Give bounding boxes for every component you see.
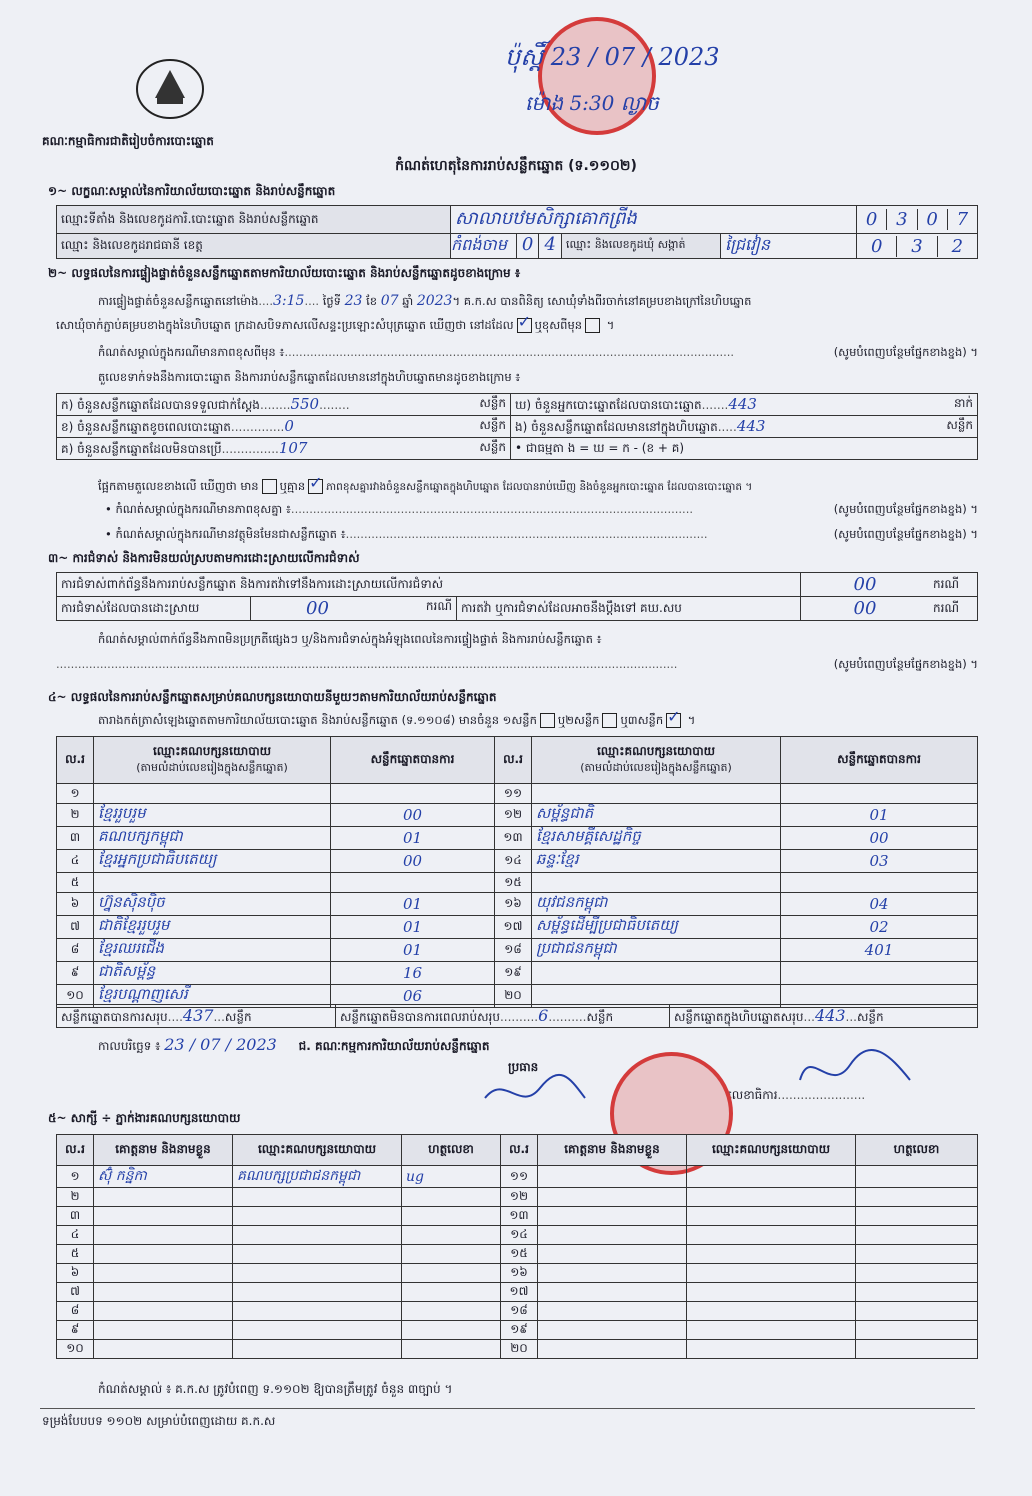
witness-name [94, 1283, 233, 1302]
party-votes: 01 [331, 939, 495, 962]
party-name: ជាតិសម្ព័ន្ធ [94, 962, 331, 985]
row-number: ១១ [501, 1166, 538, 1188]
witness-signature [856, 1207, 978, 1226]
party-name: ខ្មែរបណ្តាញសេរី [94, 985, 331, 1008]
party-name [532, 962, 781, 985]
bullet-non-ballot: • កំណត់សម្គាល់ក្នុងករណីមានវត្ថុមិនមែនជាសន្លឹកឆ្នោត ៖................................................................................................... (សូមបំពេញបន្ថែមផ្នែកខាងខ្នង) ។ [105, 527, 978, 541]
commune-label: ឈ្មោះ និងលេខកូដឃុំ សង្កាត់ [562, 234, 721, 259]
irregularities-fill: .......................................................................................................................................................................... (សូមបំពេញបន្ថែមផ្នែកខាងខ្នង) ។ [56, 657, 978, 671]
witness-party [233, 1245, 402, 1264]
sheets-3-checkbox[interactable] [666, 713, 681, 728]
witness-signature [856, 1321, 978, 1340]
witness-signature [856, 1340, 978, 1359]
section1-heading: ១~ លក្ខណៈសម្គាល់នៃការិយាល័យបោះឆ្នោត និងរាប់សន្លឹកឆ្នោត [48, 184, 336, 198]
party-name: យុវជនកម្ពុជា [532, 893, 781, 916]
row-number: ១៦ [495, 893, 532, 916]
row-number: ១៧ [495, 916, 532, 939]
row-number: ១១ [495, 784, 532, 804]
party-votes [781, 962, 978, 985]
section1-table: ឈ្មោះទីតាំង និងលេខកូដការិ.បោះឆ្នោត និងរាប់សន្លឹកឆ្នោត សាលាបឋមសិក្សាគោកព្រីង 0 3 0 7 ឈ្មោះ និងលេខកូដរាជធានី ខេត្ត កំពង់ចាម 0 4 ឈ្មោះ និងលេខកូដឃុំ សង្កាត់ ជ្រៃវៀន 0 3 2 [56, 205, 978, 259]
row-number: ៩ [57, 1321, 94, 1340]
table-row [57, 939, 978, 962]
changed-checkbox[interactable] [585, 318, 600, 333]
row-number: ១៧ [501, 1283, 538, 1302]
section4-heading: ៤~ លទ្ធផលនៃការរាប់សន្លឹកឆ្នោតសម្រាប់គណបក្សនយោបាយនីមួយៗតាមការិយាល័យរាប់សន្លឹកឆ្នោត [48, 690, 497, 704]
party-votes: 03 [781, 850, 978, 873]
party-votes: 00 [331, 804, 495, 827]
row-number: ១៨ [495, 939, 532, 962]
form-footer: ទម្រង់បែបបទ ១១០២ សម្រាប់បំពេញដោយ គ.ក.ស [42, 1414, 276, 1428]
party-name [532, 873, 781, 893]
row-number: ៧ [57, 916, 94, 939]
row-number: ៦ [57, 893, 94, 916]
row-number: ១៤ [495, 850, 532, 873]
receipt-stamp: ប៉ុស្តិ៍ 23 / 07 / 2023 ម៉ោង 5:30 ល្ងាច [500, 5, 790, 130]
witness-name [94, 1245, 233, 1264]
witness-name [94, 1226, 233, 1245]
party-votes: 00 [331, 850, 495, 873]
irregularities-note: កំណត់សម្គាល់ពាក់ព័ន្ធនឹងភាពមិនប្រក្រតីផ្សេងៗ ឬ/និងការជំទាស់ក្នុងអំឡុងពេលនៃការផ្ទៀងផ្ទាត់ និងការរាប់សន្លឹកឆ្នោត ៖ [98, 632, 602, 646]
row-number: ១២ [501, 1188, 538, 1207]
province-value: កំពង់ចាម [451, 235, 507, 254]
footnote: កំណត់សម្គាល់ ៖ គ.ក.ស ត្រូវបំពេញ ទ.១១០២ ឱ្យបានត្រឹមត្រូវ ចំនួន ៣ច្បាប់ ។ [98, 1382, 453, 1396]
row-number: ១៤ [501, 1226, 538, 1245]
total-invalid-value: 6 [538, 1005, 549, 1025]
nec-logo [135, 58, 205, 120]
witness-signature [856, 1226, 978, 1245]
party-name: ខ្មែរអ្នកប្រជាធិបតេយ្យ [94, 850, 331, 873]
section5-heading: ៥~ សាក្សី ÷ ភ្នាក់ងារគណបក្សនយោបាយ [48, 1111, 241, 1125]
has-difference-checkbox[interactable] [262, 479, 277, 494]
row-number: ១ [57, 1166, 94, 1188]
party-name: ខ្មែរឈរជើង [94, 939, 331, 962]
witness-name [94, 1207, 233, 1226]
row-number: ៣ [57, 1207, 94, 1226]
witness-signature [856, 1264, 978, 1283]
row-number: ១៩ [501, 1321, 538, 1340]
location-label: ឈ្មោះទីតាំង និងលេខកូដការិ.បោះឆ្នោត និងរាប់សន្លឹកឆ្នោត [57, 206, 451, 234]
row-number: ៧ [57, 1283, 94, 1302]
table-row [57, 1188, 978, 1207]
commune-value: ជ្រៃវៀន [721, 234, 857, 259]
count-row-1: ក) ចំនួនសន្លឹកឆ្នោតដែលបានទទួលជាក់ស្តែង........550........ សន្លឹក ឃ) ចំនួនអ្នកបោះឆ្នោតដែលបានបោះឆ្នោត.......443 នាក់ [57, 394, 978, 416]
party-name: គណបក្សកម្ពុជា [94, 827, 331, 850]
row-number: ២០ [495, 985, 532, 1008]
objections-table: ការជំទាស់ពាក់ព័ន្ធនឹងការរាប់សន្លឹកឆ្នោត និងការតវ៉ាទៅនឹងការដោះស្រាយលើការជំទាស់ 00 ករណី ការជំទាស់ដែលបានដោះស្រាយ 00 ករណី ការតវ៉ា ឬការជំទាស់ដែលអាចនឹងប្តឹងទៅ គឃ.សប 00 ករណី [56, 572, 978, 621]
table-row [57, 827, 978, 850]
witness-signature [856, 1302, 978, 1321]
objections-value: 00 [801, 573, 930, 597]
province-label: ឈ្មោះ និងលេខកូដរាជធានី ខេត្ត [57, 234, 451, 259]
witness-name [538, 1207, 687, 1226]
row-number: ១៨ [501, 1302, 538, 1321]
witness-name [94, 1264, 233, 1283]
witness-name: ស៊ុំ កន្និកា [94, 1166, 233, 1188]
total-box-value: 443 [814, 1005, 846, 1025]
witness-name [538, 1340, 687, 1359]
party-votes [781, 873, 978, 893]
party-name [94, 873, 331, 893]
witness-name [538, 1283, 687, 1302]
party-votes [331, 784, 495, 804]
witness-name [538, 1188, 687, 1207]
witness-name [94, 1188, 233, 1207]
party-votes: 401 [781, 939, 978, 962]
witness-party [687, 1226, 856, 1245]
row-number: ១៣ [495, 827, 532, 850]
party-name: ឆន្ទៈខ្មែរ [532, 850, 781, 873]
table-row [57, 1226, 978, 1245]
count-row-2: ខ) ចំនួនសន្លឹកឆ្នោតខូចពេលបោះឆ្នោត..............0 សន្លឹក ង) ចំនួនសន្លឹកឆ្នោតដែលមាននៅក្នុងហិបឆ្នោត.....443 សន្លឹក [57, 416, 978, 438]
verification-time-line: ការផ្ទៀងផ្ទាត់ចំនួនសន្លឹកឆ្នោតនៅម៉ោង....3:15.... ថ្ងៃទី 23 ខែ 07 ឆ្នាំ 2023។ គ.ក.ស បានពិនិត្យ សោឃុំទាំងពីរចាក់នៅគម្របខាងក្រៅនៃហិបឆ្នោត [98, 293, 752, 309]
difference-line: ផ្អែកតាមតួលេខខាងលើ ឃើញថា មាន ឬគ្មាន✓ ភាពខុសគ្នារវាងចំនួនសន្លឹកឆ្នោតក្នុងហិបឆ្នោត ដែលបានរាប់ឃើញ និងចំនួនអ្នកបោះឆ្នោត ដែលបានបោះឆ្នោត ។ [98, 479, 752, 494]
party-votes: 06 [331, 985, 495, 1008]
row-number: ៤ [57, 850, 94, 873]
diff-note-line: កំណត់សម្គាល់ក្នុងករណីមានភាពខុសពីមុន ៖........................................................................................................................... (សូមបំពេញបន្ថែមផ្នែកខាងខ្នង) ។ [98, 345, 978, 359]
totals-table: សន្លឹកឆ្នោតបានការសរុប....437...សន្លឹក សន្លឹកឆ្នោតមិនបានការពេលរាប់សរុប..........6..........សន្លឹក សន្លឹកឆ្នោតក្នុងហិបឆ្នោតសរុប...443...សន្លឹក [56, 1004, 978, 1028]
table-row [57, 1321, 978, 1340]
location-value: សាលាបឋមសិក្សាគោកព្រីង [451, 206, 857, 234]
witness-party [687, 1166, 856, 1188]
witness-party [233, 1321, 402, 1340]
row-number: ៥ [57, 873, 94, 893]
seal-check-line: សោឃុំចាក់ភ្ជាប់គម្របខាងក្នុងនៃហិបឆ្នោត ក្រដាសបិទភាសលើសន្ទះប្រឡោះសំបុត្រឆ្នោត ឃើញថា នៅដដែល✓ ឬខុសពីមុន ។ [56, 318, 614, 333]
date-value: 23 / 07 / 2023 [164, 1035, 277, 1054]
party-name: ខ្មែរសាមគ្គីសេដ្ឋកិច្ច [532, 827, 781, 850]
table-row [57, 804, 978, 827]
table-row [57, 1340, 978, 1359]
row-number: ៤ [57, 1226, 94, 1245]
table-row [57, 1245, 978, 1264]
row-number: ១៦ [501, 1264, 538, 1283]
count-row-3: គ) ចំនួនសន្លឹកឆ្នោតដែលមិនបានប្រើ...............107 សន្លឹក • ជាធម្មតា ង = ឃ = ក - (ខ + គ) [57, 438, 978, 460]
table-row [57, 1166, 978, 1188]
witness-signature [402, 1226, 501, 1245]
row-number: ២០ [501, 1340, 538, 1359]
secretary-signature [795, 1040, 915, 1100]
row-number: ៥ [57, 1245, 94, 1264]
party-votes: 00 [781, 827, 978, 850]
witness-table: ល.រ គោត្តនាម និងនាមខ្លួន ឈ្មោះគណបក្សនយោបាយ ហត្ថលេខា ល.រ គោត្តនាម និងនាមខ្លួន ឈ្មោះគណបក្សនយោបាយ ហត្ថលេខា ១ ស៊ុំ កន្និកា គណបក្សប្រជាជនកម្ពុជា ug ១១ ២ ១២ ៣ ១៣ ៤ ១៤ ៥ ១៥ ៦ ១៦ ៧ ១៧ ៨ ១៨ ៩ ១៩ ១០ ២០ [56, 1134, 978, 1359]
party-votes: 04 [781, 893, 978, 916]
table-row [57, 1264, 978, 1283]
witness-signature [402, 1245, 501, 1264]
witness-party [687, 1207, 856, 1226]
witness-party [233, 1264, 402, 1283]
witness-party [233, 1283, 402, 1302]
witness-party [687, 1283, 856, 1302]
witness-party [233, 1207, 402, 1226]
row-number: ៣ [57, 827, 94, 850]
row-number: ១២ [495, 804, 532, 827]
appeal-value: 00 [801, 597, 930, 621]
chair-label: ប្រធាន [508, 1060, 539, 1074]
total-valid-value: 437 [182, 1005, 214, 1025]
witness-name [538, 1166, 687, 1188]
row-number: ១ [57, 784, 94, 804]
table-row [57, 873, 978, 893]
table-row [57, 916, 978, 939]
bullet-difference: • កំណត់សម្គាល់ក្នុងករណីមានភាពខុសគ្នា ៖.............................................................................................................. (សូមបំពេញបន្ថែមផ្នែកខាងខ្នង) ។ [105, 502, 978, 516]
party-name [532, 784, 781, 804]
committee-name: គណៈកម្មាធិការជាតិរៀបចំការបោះឆ្នោត [42, 134, 214, 148]
row-number: ១០ [57, 985, 94, 1008]
witness-name [538, 1302, 687, 1321]
row-number: ១៥ [501, 1245, 538, 1264]
table-row [57, 850, 978, 873]
section3-heading: ៣~ ការជំទាស់ និងការមិនយល់ស្របតាមការដោះស្រាយលើការជំទាស់ [48, 551, 360, 565]
witness-signature [402, 1340, 501, 1359]
table-row [57, 1302, 978, 1321]
party-votes: 01 [331, 827, 495, 850]
party-results-table: ល.រ ឈ្មោះគណបក្សនយោបាយ (តាមលំដាប់លេខរៀងក្នុងសន្លឹកឆ្នោត) សន្លឹកឆ្នោតបានការ ល.រ ឈ្មោះគណបក្សនយោបាយ (តាមលំដាប់លេខរៀងក្នុងសន្លឹកឆ្នោត) សន្លឹកឆ្នោតបានការ ១ ១១ ២ ខ្មែររួបរួម 00 ១២ សម្ព័ន្ធជាតិ 01 ៣ គណបក្សកម្ពុជា 01 ១៣ ខ្មែរសាមគ្គីសេដ្ឋកិច្ច 00 ៤ ខ្មែរអ្នកប្រជាធិបតេយ្យ 00 ១៤ ឆន្ទៈខ្មែរ 03 ៥ ១៥ ៦ ហ្វ៊ុនស៊ិនប៉ិច 01 ១៦ យុវជនកម្ពុជា 04 ៧ ជាតិខ្មែររួបរួម 01 ១៧ សម្ព័ន្ធដើម្បីប្រជាធិបតេយ្យ 02 ៨ ខ្មែរឈរជើង 01 ១៨ ប្រជាជនកម្ពុជា 401 ៩ ជាតិសម្ព័ន្ធ 16 ១៩ ១០ ខ្មែរបណ្តាញសេរី 06 ២០ [56, 736, 978, 1008]
party-name: សម្ព័ន្ធដើម្បីប្រជាធិបតេយ្យ [532, 916, 781, 939]
party-votes: 01 [781, 804, 978, 827]
witness-signature [402, 1302, 501, 1321]
row-number: ២ [57, 1188, 94, 1207]
witness-signature [856, 1188, 978, 1207]
party-name: ប្រជាជនកម្ពុជា [532, 939, 781, 962]
row-number: ១០ [57, 1340, 94, 1359]
row-number: ១៥ [495, 873, 532, 893]
location-code: 0 3 0 7 [857, 209, 977, 230]
sheets-1-checkbox[interactable] [540, 713, 555, 728]
party-name: ខ្មែររួបរួម [94, 804, 331, 827]
witness-signature: ug [402, 1166, 501, 1188]
witness-party [687, 1340, 856, 1359]
sheet-count-line: តារាងកត់ត្រាសំឡេងឆ្នោតតាមការិយាល័យបោះឆ្នោត និងរាប់សន្លឹកឆ្នោត (ទ.១១០៨) មានចំនួន ១សន្លឹក ឬ២សន្លឹក ឬ៣សន្លឹក✓ ។ [98, 713, 695, 728]
party-name [94, 784, 331, 804]
witness-party [687, 1264, 856, 1283]
party-name: សម្ព័ន្ធជាតិ [532, 804, 781, 827]
witness-party: គណបក្សប្រជាជនកម្ពុជា [233, 1166, 402, 1188]
commune-code: 0 3 2 [857, 236, 977, 257]
row-number: ៨ [57, 1302, 94, 1321]
party-votes: 16 [331, 962, 495, 985]
party-votes [331, 873, 495, 893]
witness-signature [402, 1188, 501, 1207]
party-votes: 02 [781, 916, 978, 939]
no-difference-checkbox[interactable] [308, 479, 323, 494]
party-name: ជាតិខ្មែររួបរួម [94, 916, 331, 939]
row-number: ១៩ [495, 962, 532, 985]
chair-signature [480, 1068, 590, 1118]
party-name: ហ្វ៊ុនស៊ិនប៉ិច [94, 893, 331, 916]
counts-intro: តួលេខទាក់ទងនឹងការបោះឆ្នោត និងការរាប់សន្លឹកឆ្នោតដែលមាននៅក្នុងហិបឆ្នោតមានដូចខាងក្រោម ៖ [98, 370, 521, 384]
witness-signature [402, 1283, 501, 1302]
secretary-label: លេខាធិការ....................... [728, 1088, 866, 1102]
witness-signature [402, 1321, 501, 1340]
witness-name [94, 1302, 233, 1321]
row-number: ៦ [57, 1264, 94, 1283]
resolved-label: ការជំទាស់ដែលបានដោះស្រាយ [57, 597, 251, 621]
party-votes: 01 [331, 893, 495, 916]
witness-party [233, 1302, 402, 1321]
witness-party [233, 1188, 402, 1207]
unchanged-checkbox[interactable] [517, 318, 532, 333]
witness-party [233, 1340, 402, 1359]
party-votes [781, 784, 978, 804]
table-row [57, 1283, 978, 1302]
witness-signature [402, 1264, 501, 1283]
row-number: ២ [57, 804, 94, 827]
table-row [57, 893, 978, 916]
witness-signature [402, 1207, 501, 1226]
witness-signature [856, 1245, 978, 1264]
counts-table [56, 393, 978, 460]
witness-name [538, 1226, 687, 1245]
witness-party [687, 1245, 856, 1264]
row-number: ៩ [57, 962, 94, 985]
witness-name [538, 1321, 687, 1340]
sheets-2-checkbox[interactable] [602, 713, 617, 728]
appeal-label: ការតវ៉ា ឬការជំទាស់ដែលអាចនឹងប្តឹងទៅ គឃ.សប [457, 597, 801, 621]
table-row [57, 962, 978, 985]
resolved-value: 00 [306, 598, 329, 619]
witness-name [538, 1245, 687, 1264]
row-number: ១៣ [501, 1207, 538, 1226]
party-votes: 01 [331, 916, 495, 939]
witness-party [687, 1188, 856, 1207]
objections-label: ការជំទាស់ពាក់ព័ន្ធនឹងការរាប់សន្លឹកឆ្នោត និងការតវ៉ាទៅនឹងការដោះស្រាយលើការជំទាស់ [57, 573, 801, 597]
witness-name [538, 1264, 687, 1283]
table-row [57, 784, 978, 804]
witness-signature [856, 1166, 978, 1188]
witness-name [94, 1340, 233, 1359]
date-line: កាលបរិច្ឆេទ ៖ 23 / 07 / 2023 ជ. គណៈកម្មការការិយាល័យរាប់សន្លឹកឆ្នោត [98, 1035, 490, 1054]
row-number: ៨ [57, 939, 94, 962]
witness-signature [856, 1283, 978, 1302]
witness-party [233, 1226, 402, 1245]
table-row [57, 1207, 978, 1226]
witness-party [687, 1321, 856, 1340]
witness-party [687, 1302, 856, 1321]
section2-heading: ២~ លទ្ធផលនៃការផ្ទៀងផ្ទាត់ចំនួនសន្លឹកឆ្នោតតាមការិយាល័យបោះឆ្នោត និងរាប់សន្លឹកឆ្នោតដូចខាងក្រោម ៖ [48, 266, 521, 280]
footer-divider [40, 1408, 975, 1409]
witness-name [94, 1321, 233, 1340]
document-title: កំណត់ហេតុនៃការរាប់សន្លឹកឆ្នោត (ទ.១១០២) [395, 158, 637, 174]
